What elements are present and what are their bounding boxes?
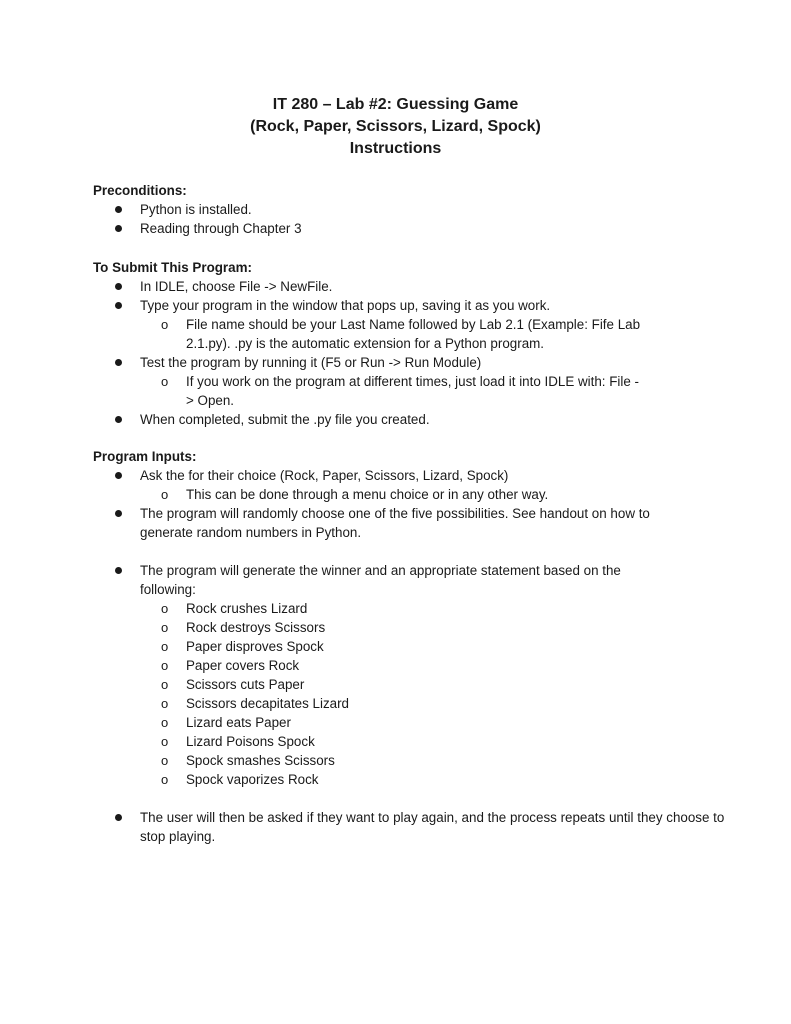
rule-item xyxy=(140,751,670,770)
sub-list-item xyxy=(140,485,733,504)
rules-list xyxy=(140,599,670,789)
rule-item xyxy=(140,675,670,694)
title-line-3: Instructions xyxy=(349,140,442,157)
sub-bullet-icon: o xyxy=(161,639,169,654)
list-item xyxy=(93,466,733,504)
sub-list-item-text: If you work on the program at different times, just load it into IDLE with: File -> Open. xyxy=(186,374,639,408)
rule-text: Rock crushes Lizard xyxy=(186,601,308,616)
list-item xyxy=(93,504,700,542)
rule-item xyxy=(140,618,670,637)
list-item xyxy=(93,277,733,296)
sub-bullet-icon: o xyxy=(161,487,169,502)
list-item xyxy=(93,200,733,219)
sub-bullet-icon: o xyxy=(161,715,169,730)
spacer xyxy=(93,542,733,561)
list-item xyxy=(93,808,730,846)
submit-list xyxy=(93,277,733,429)
list-item-text: Type your program in the window that pops up, saving it as you work. xyxy=(140,298,551,313)
sub-bullet-icon: o xyxy=(161,734,169,749)
sub-list-item xyxy=(140,315,658,353)
rule-text: Spock vaporizes Rock xyxy=(186,772,319,787)
bullet-icon xyxy=(115,302,122,309)
rule-text: Scissors cuts Paper xyxy=(186,677,305,692)
sub-bullet-icon: o xyxy=(161,753,169,768)
bullet-icon xyxy=(115,814,122,821)
title-line-2: (Rock, Paper, Scissors, Lizard, Spock) xyxy=(250,118,541,135)
bullet-icon xyxy=(115,472,122,479)
document-title xyxy=(0,94,791,160)
rule-item xyxy=(140,656,670,675)
preconditions-list xyxy=(93,200,733,238)
spacer xyxy=(93,789,733,808)
sub-list-item xyxy=(140,372,646,410)
inputs-heading: Program Inputs: xyxy=(93,449,197,464)
sub-list xyxy=(140,315,733,353)
preconditions-heading: Preconditions: xyxy=(93,183,187,198)
bullet-icon xyxy=(115,359,122,366)
list-item-text: Reading through Chapter 3 xyxy=(140,221,302,236)
list-item-text: Test the program by running it (F5 or Run -> Run Module) xyxy=(140,355,482,370)
sub-list-item-text: This can be done through a menu choice or in any other way. xyxy=(186,487,549,502)
rule-item xyxy=(140,732,670,751)
rule-item xyxy=(140,694,670,713)
list-item-text: When completed, submit the .py file you created. xyxy=(140,412,430,427)
sub-bullet-icon: o xyxy=(161,620,169,635)
list-item-text: The program will generate the winner and an appropriate statement based on the following: xyxy=(140,563,621,597)
list-item xyxy=(93,219,733,238)
preconditions-section xyxy=(93,181,733,238)
bullet-icon xyxy=(115,510,122,517)
sub-list xyxy=(140,485,733,504)
sub-bullet-icon: o xyxy=(161,374,169,389)
rule-text: Lizard eats Paper xyxy=(186,715,291,730)
bullet-icon xyxy=(115,416,122,423)
sub-list xyxy=(140,372,733,410)
bullet-icon xyxy=(115,225,122,232)
submit-heading: To Submit This Program: xyxy=(93,260,252,275)
list-item xyxy=(93,296,733,353)
inputs-list xyxy=(93,466,733,846)
list-item xyxy=(93,561,670,789)
sub-bullet-icon: o xyxy=(161,658,169,673)
list-item xyxy=(93,353,733,410)
rule-text: Paper disproves Spock xyxy=(186,639,324,654)
submit-section xyxy=(93,258,733,429)
sub-list-item-text: File name should be your Last Name followed by Lab 2.1 (Example: Fife Lab 2.1.py). .py is the automatic extension for a Python program. xyxy=(186,317,641,351)
rule-text: Rock destroys Scissors xyxy=(186,620,326,635)
rule-text: Paper covers Rock xyxy=(186,658,300,673)
rule-item xyxy=(140,637,670,656)
rule-item xyxy=(140,599,670,618)
list-item-text: The user will then be asked if they want to play again, and the process repeats until they choose to stop playing. xyxy=(140,810,725,844)
rule-text: Scissors decapitates Lizard xyxy=(186,696,349,711)
list-item-text: The program will randomly choose one of the five possibilities. See handout on how to generate random numbers in Python. xyxy=(140,506,650,540)
sub-bullet-icon: o xyxy=(161,772,169,787)
sub-bullet-icon: o xyxy=(161,696,169,711)
list-item-text: Python is installed. xyxy=(140,202,252,217)
list-item-text: Ask the for their choice (Rock, Paper, Scissors, Lizard, Spock) xyxy=(140,468,509,483)
inputs-section xyxy=(93,447,733,846)
sub-bullet-icon: o xyxy=(161,601,169,616)
sub-bullet-icon: o xyxy=(161,317,169,332)
bullet-icon xyxy=(115,567,122,574)
sub-bullet-icon: o xyxy=(161,677,169,692)
rule-item xyxy=(140,713,670,732)
bullet-icon xyxy=(115,283,122,290)
list-item-text: In IDLE, choose File -> NewFile. xyxy=(140,279,333,294)
rule-text: Spock smashes Scissors xyxy=(186,753,335,768)
list-item xyxy=(93,410,733,429)
title-line-1: IT 280 – Lab #2: Guessing Game xyxy=(272,96,519,113)
bullet-icon xyxy=(115,206,122,213)
rule-item xyxy=(140,770,670,789)
rule-text: Lizard Poisons Spock xyxy=(186,734,315,749)
